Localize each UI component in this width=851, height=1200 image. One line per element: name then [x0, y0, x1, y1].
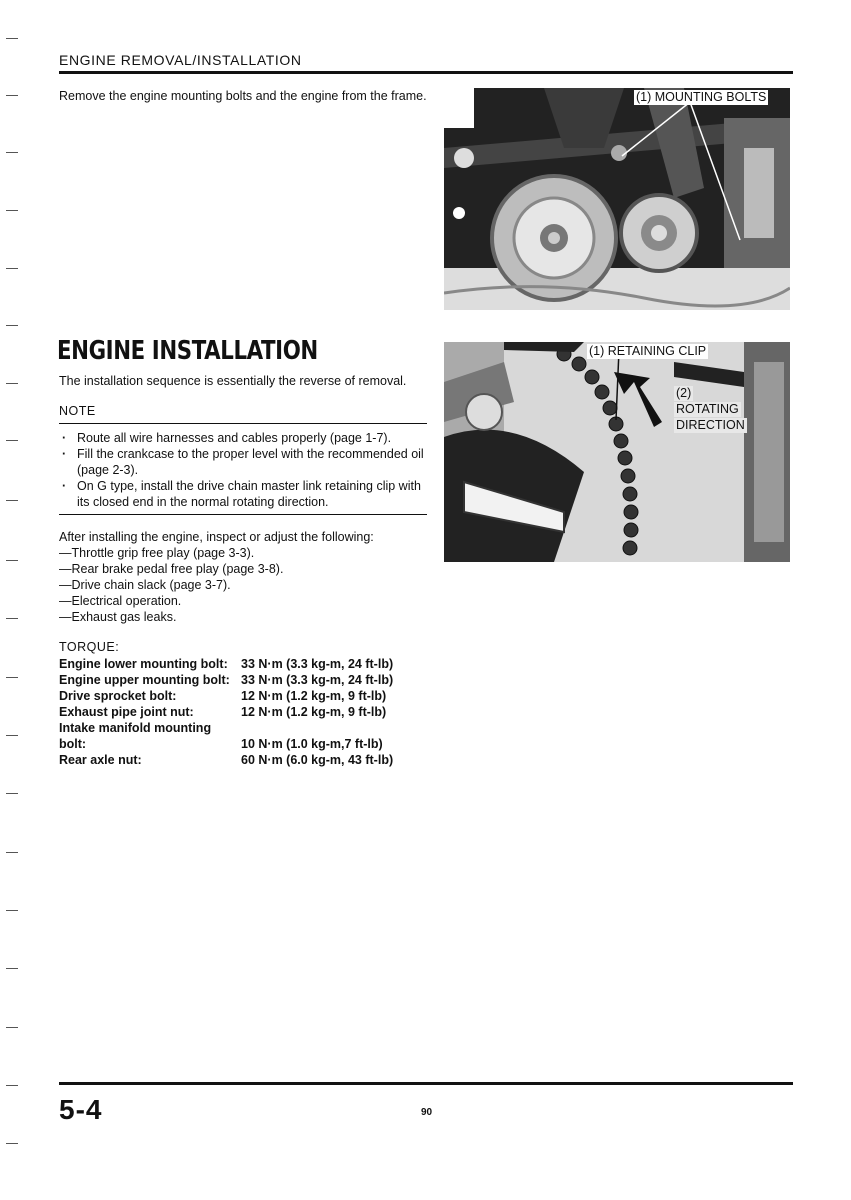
- margin-mark: [6, 383, 18, 384]
- list-item: · Fill the crankcase to the proper level with the recommended oil (page 2-3).: [59, 446, 431, 478]
- header-rule: [59, 71, 793, 74]
- list-item: —Drive chain slack (page 3-7).: [59, 578, 231, 592]
- torque-spec: 12 N·m (1.2 kg-m, 9 ft-lb): [241, 689, 387, 703]
- torque-part: Engine upper mounting bolt:: [59, 673, 230, 687]
- chain-photo-graphic: [444, 342, 790, 562]
- page-number: 90: [421, 1107, 433, 1118]
- table-row: [59, 736, 439, 752]
- after-install-intro: After installing the engine, inspect or adjust the following:: [59, 530, 374, 544]
- torque-part: Rear axle nut:: [59, 753, 142, 767]
- torque-label: TORQUE:: [59, 640, 120, 654]
- margin-mark: [6, 152, 18, 153]
- margin-mark: [6, 38, 18, 39]
- rotating-direction-label-line1: ROTATING: [676, 402, 739, 416]
- torque-spec: 10 N·m (1.0 kg-m,7 ft-lb): [241, 737, 383, 751]
- torque-part: Exhaust pipe joint nut:: [59, 705, 194, 719]
- removal-text: Remove the engine mounting bolts and the engine from the frame.: [59, 89, 427, 103]
- list-item: —Rear brake pedal free play (page 3-8).: [59, 562, 284, 576]
- margin-mark: [6, 1143, 18, 1144]
- margin-mark: [6, 1085, 18, 1086]
- engine-photo-graphic: [444, 88, 790, 310]
- table-row: [59, 704, 439, 720]
- list-item: —Electrical operation.: [59, 594, 182, 608]
- torque-spec: 12 N·m (1.2 kg-m, 9 ft-lb): [241, 705, 387, 719]
- table-row: [59, 720, 439, 736]
- retaining-clip-label: (1) RETAINING CLIP: [589, 344, 707, 358]
- torque-spec: 33 N·m (3.3 kg-m, 24 ft-lb): [241, 657, 394, 671]
- table-row: [59, 672, 439, 688]
- section-title: ENGINE REMOVAL/INSTALLATION: [59, 52, 302, 68]
- margin-mark: [6, 325, 18, 326]
- note-rule-top: [59, 423, 427, 424]
- margin-mark: [6, 95, 18, 96]
- margin-mark: [6, 560, 18, 561]
- engine-mounting-photo: [444, 88, 790, 310]
- list-item: · On G type, install the drive chain master link retaining clip with its closed end in the normal rotating direction.: [59, 478, 431, 510]
- table-row: [59, 688, 439, 704]
- torque-part: Engine lower mounting bolt:: [59, 657, 228, 671]
- torque-spec: [241, 720, 439, 736]
- list-item: —Throttle grip free play (page 3-3).: [59, 546, 255, 560]
- margin-mark: [6, 618, 18, 619]
- margin-mark: [6, 735, 18, 736]
- torque-table: [59, 656, 439, 768]
- margin-mark: [6, 268, 18, 269]
- torque-spec: 60 N·m (6.0 kg-m, 43 ft-lb): [241, 753, 394, 767]
- mounting-bolts-label: (1) MOUNTING BOLTS: [636, 90, 767, 104]
- note-label: NOTE: [59, 404, 96, 418]
- torque-part: Drive sprocket bolt:: [59, 689, 177, 703]
- torque-spec: 33 N·m (3.3 kg-m, 24 ft-lb): [241, 673, 394, 687]
- margin-mark: [6, 1027, 18, 1028]
- installation-heading: ENGINE INSTALLATION: [57, 336, 318, 366]
- rotating-direction-number: (2): [676, 386, 692, 400]
- list-item: —Exhaust gas leaks.: [59, 610, 177, 624]
- installation-intro: The installation sequence is essentially the reverse of removal.: [59, 374, 407, 388]
- margin-mark: [6, 968, 18, 969]
- margin-mark: [6, 210, 18, 211]
- list-item: · Route all wire harnesses and cables properly (page 1-7).: [59, 430, 431, 446]
- margin-mark: [6, 440, 18, 441]
- footer-rule: [59, 1082, 793, 1085]
- rotating-direction-label-line2: DIRECTION: [676, 418, 745, 432]
- margin-mark: [6, 852, 18, 853]
- margin-mark: [6, 910, 18, 911]
- retaining-clip-photo: [444, 342, 790, 562]
- section-page-number: 5-4: [59, 1094, 103, 1125]
- table-row: [59, 752, 439, 768]
- note-list: [59, 430, 431, 510]
- after-install-checklist: [59, 529, 439, 625]
- margin-mark: [6, 677, 18, 678]
- torque-part: bolt:: [59, 737, 87, 751]
- note-rule-bottom: [59, 514, 427, 515]
- margin-mark: [6, 793, 18, 794]
- margin-mark: [6, 500, 18, 501]
- torque-part: Intake manifold mounting: [59, 721, 212, 735]
- table-row: [59, 656, 439, 672]
